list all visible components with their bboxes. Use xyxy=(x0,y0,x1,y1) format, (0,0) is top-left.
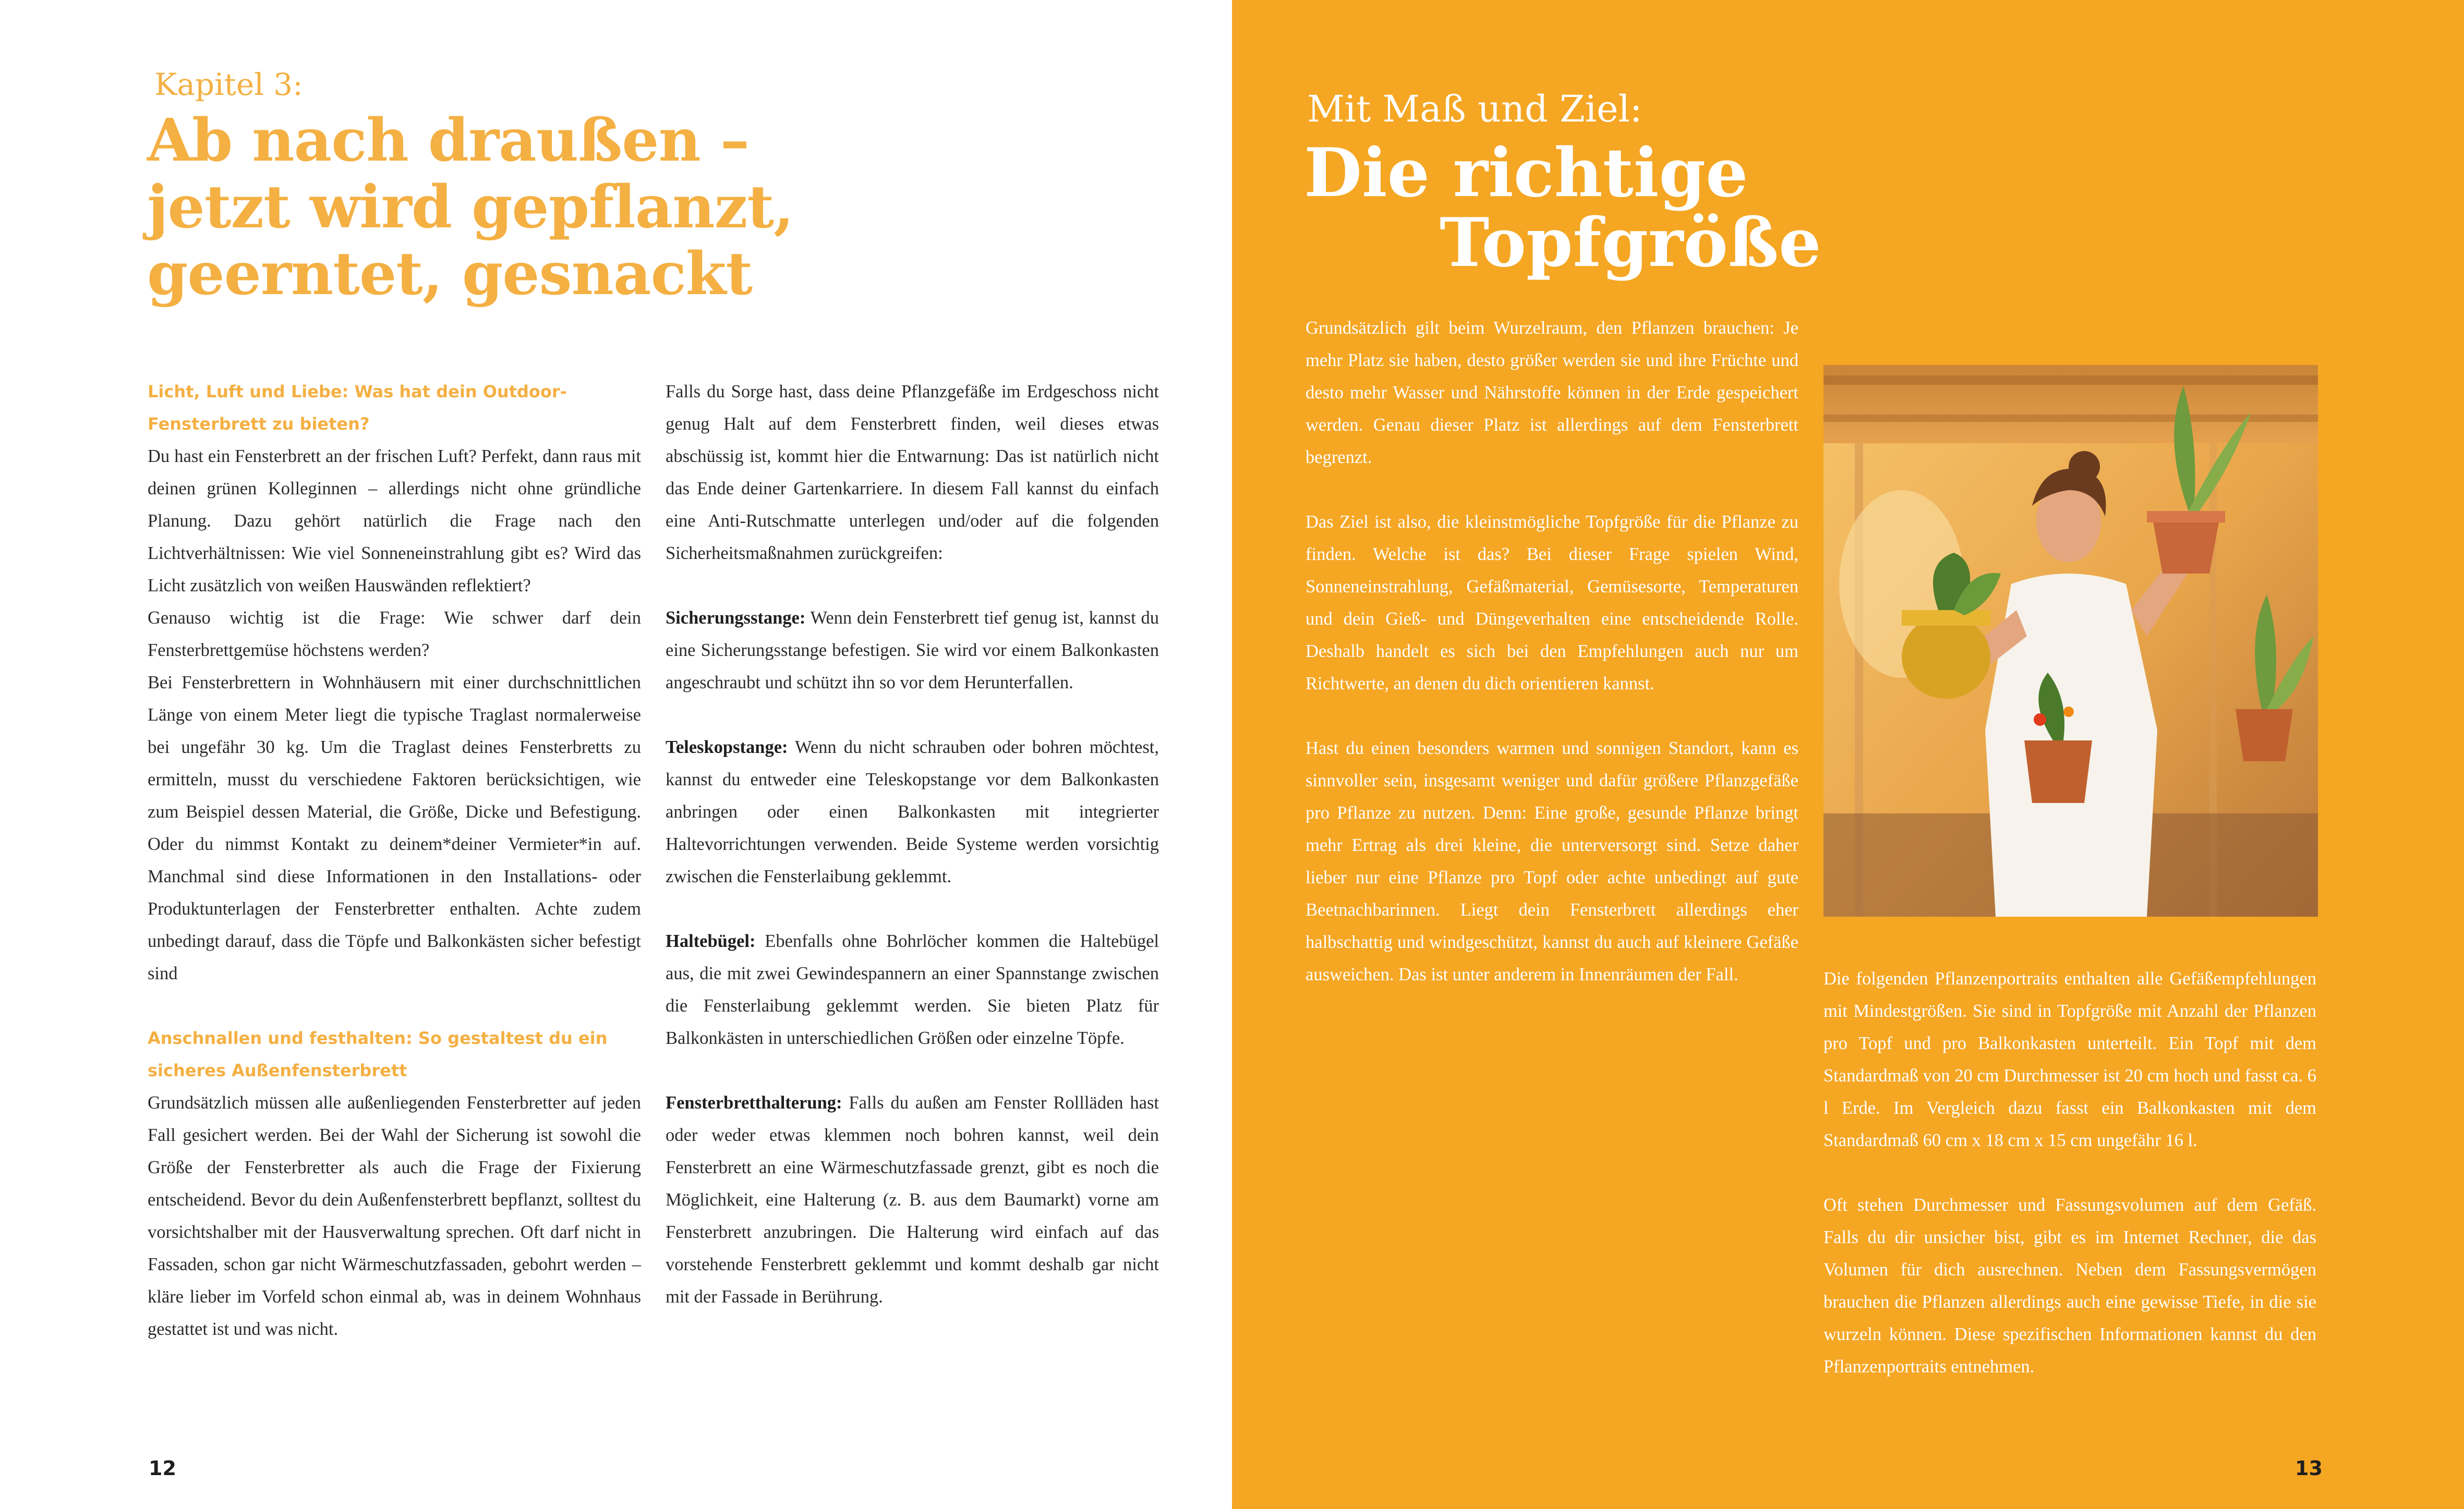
term-label: Fensterbretthalterung: xyxy=(666,1093,842,1113)
page-number-left: 12 xyxy=(149,1457,176,1480)
chapter-title xyxy=(147,107,877,308)
paragraph: Genauso wichtig ist die Frage: Wie schwer darf dein Fensterbrettgemüse höchstens werden? xyxy=(148,608,641,660)
paragraph: Bei Fensterbrettern in Wohnhäusern mit einer durchschnittlichen Länge von einem Meter liegt die typische Traglast normalerweise bei ungefähr 30 kg. Um die Traglast deines Fensterbretts zu ermitteln, musst du verschiedene Faktoren berücksichtigen, wie zum Beispiel dessen Material, die Größe, Dicke und Befestigung. Oder du nimmst Kontakt zu deinem*deiner Vermieter*in auf. Manchmal sind diese Informationen in den Installations- oder Produktunterlagen der Fensterbretter enthalten. Achte zudem unbedingt darauf, dass die Töpfe und Balkonkästen sicher befestigt sind xyxy=(148,673,641,983)
subhead-light-air-love: Licht, Luft und Liebe: Was hat dein Outdoor-Fensterbrett zu bieten? xyxy=(148,382,567,434)
paragraph: Das Ziel ist also, die kleinstmögliche Topfgröße für die Pflanze zu finden. Welche ist das? Bei dieser Frage spielen Wind, Sonneneinstrahlung, Gefäßmaterial, Gemüsesorte, Temperaturen und dein Gieß- und Düngeverhalten eine entscheidende Rolle. Deshalb handelt es sich bei den Empfehlungen auch nur um Richtwerte, an denen du dich orientieren kannst. xyxy=(1306,512,1798,693)
paragraph: Die folgenden Pflanzenportraits enthalten alle Gefäßempfehlungen mit Mindestgrößen. Sie sind in Topfgröße mit Anzahl der Pflanzen pro Topf und pro Balkonkasten unterteilt. Ein Topf mit dem Standardmaß von 20 cm Durchmesser ist 20 cm hoch und fasst ca. 6 l Erde. Im Vergleich dazu fasst ein Balkonkasten mit dem Standardmaß 60 cm x 18 cm x 15 cm ungefähr 16 l. xyxy=(1823,969,2316,1150)
paragraph: Du hast ein Fensterbrett an der frischen Luft? Perfekt, dann raus mit deinen grünen Kolleginnen – allerdings nicht ohne gründliche Planung. Dazu gehört natürlich die Frage nach den Lichtverhältnissen: Wie viel Sonneneinstrahlung gibt es? Wird das Licht zusätzlich von weißen Hauswänden reflektiert? xyxy=(148,446,641,595)
term-paragraph-fensterbretthalterung xyxy=(666,1087,1159,1313)
chapter-title-line-2: jetzt wird gepflanzt, xyxy=(147,173,794,241)
section-title-line-1: Die richtige xyxy=(1304,134,1748,212)
chapter-title-line-1: Ab nach draußen – xyxy=(147,106,749,175)
term-paragraph-sicherungsstange xyxy=(666,602,1159,699)
term-paragraph-teleskopstange xyxy=(666,731,1159,893)
left-column-1 xyxy=(148,375,641,1345)
term-label: Sicherungsstange: xyxy=(666,608,806,628)
right-column-2 xyxy=(1823,963,2316,1383)
term-paragraph-haltebuegel xyxy=(666,925,1159,1054)
chapter-title-line-3: geerntet, gesnackt xyxy=(147,240,753,308)
section-kicker: Mit Maß und Ziel: xyxy=(1307,88,1642,130)
term-label: Teleskopstange: xyxy=(666,737,788,757)
left-column-2 xyxy=(666,375,1159,1313)
right-column-1 xyxy=(1306,312,1798,991)
paragraph: Grundsätzlich gilt beim Wurzelraum, den Pflanzen brauchen: Je mehr Platz sie haben, desto größer werden sie und ihre Früchte und desto mehr Wasser und Nährstoffe können in der Erde gespeichert werden. Genau dieser Platz ist allerdings auf dem Fensterbrett begrenzt. xyxy=(1306,318,1798,467)
paragraph: Grundsätzlich müssen alle außenliegenden Fensterbretter auf jeden Fall gesichert werden. Bei der Wahl der Sicherung ist sowohl die Größe der Fensterbretter als auch die Frage der Fixierung entscheidend. Bevor du dein Außenfensterbrett bepflanzt, solltest du vorsichtshalber mit der Hausverwaltung sprechen. Oft darf nicht in Fassaden, schon gar nicht Wärmeschutzfassaden, gebohrt werden – kläre lieber im Vorfeld schon einmal ab, was in deinem Wohnhaus gestattet ist und was nicht. xyxy=(148,1093,641,1339)
chapter-label: Kapitel 3: xyxy=(154,67,303,102)
photo-illustration xyxy=(1823,365,2318,917)
term-text: Ebenfalls ohne Bohrlöcher kommen die Haltebügel aus, die mit zwei Gewindespannern an einer Spannstange zwischen die Fensterlaibung geklemmt werden. Sie bieten Platz für Balkonkästen in unterschiedlichen Größen oder einzelne Töpfe. xyxy=(666,931,1159,1048)
term-text: Wenn du nicht schrauben oder bohren möchtest, kannst du entweder eine Teleskopstange vor dem Balkonkasten anbringen oder einen Balkonkasten mit integrierter Haltevorrichtungen verwenden. Beide Systeme werden vorsichtig zwischen die Fensterlaibung geklemmt. xyxy=(666,737,1159,886)
page-number-right: 13 xyxy=(2295,1457,2323,1480)
section-title-line-2: Topfgröße xyxy=(1440,204,1821,282)
term-text: Falls du außen am Fenster Rollläden hast oder weder etwas klemmen noch bohren kannst, weil dein Fensterbrett an eine Wärmeschutzfassade grenzt, gibt es noch die Möglichkeit, eine Halterung (z. B. aus dem Baumarkt) vorne am Fensterbrett anzubringen. Die Halterung wird einfach auf das vorstehende Fensterbrett geklemmt und kommt deshalb gar nicht mit der Fassade in Berührung. xyxy=(666,1093,1159,1307)
paragraph: Hast du einen besonders warmen und sonnigen Standort, kann es sinnvoller sein, insgesamt weniger und dafür größere Pflanzgefäße pro Pflanze zu nutzen. Denn: Eine große, gesunde Pflanze bringt mehr Ertrag als drei kleine, die unterversorgt sind. Setze daher lieber nur eine Pflanze pro Topf oder achte unbedingt auf gute Beetnachbarinnen. Liegt dein Fensterbrett allerdings eher halbschattig und windgeschützt, kannst du auch auf kleinere Gefäße ausweichen. Das ist unter anderem in Innenräumen der Fall. xyxy=(1306,738,1798,984)
photo-woman-with-potted-plants xyxy=(1823,365,2318,917)
subhead-secure-sill: Anschnallen und festhalten: So gestaltest du ein sicheres Außenfensterbrett xyxy=(148,1028,608,1080)
paragraph: Oft stehen Durchmesser und Fassungsvolumen auf dem Gefäß. Falls du dir unsicher bist, gibt es im Internet Rechner, die das Volumen für dich ausrechnen. Neben dem Fassungsvermögen brauchen die Pflanzen allerdings auch eine gewisse Tiefe, in die sie wurzeln können. Diese spezifischen Informationen kannst du den Pflanzenportraits entnehmen. xyxy=(1823,1195,2316,1377)
term-text: Wenn dein Fensterbrett tief genug ist, kannst du eine Sicherungsstange befestigen. Sie wird vor einem Balkonkasten angeschraubt und schützt ihn so vor dem Herunterfallen. xyxy=(666,608,1159,692)
paragraph: Falls du Sorge hast, dass deine Pflanzgefäße im Erdgeschoss nicht genug Halt auf dem Fensterbrett finden, weil dieses etwas abschüssig ist, kommt hier die Entwarnung: Das ist natürlich nicht das Ende deiner Gartenkarriere. In diesem Fall kannst du einfach eine Anti-Rutschmatte unterlegen und/oder auf die folgenden Sicherheitsmaßnahmen zurückgreifen: xyxy=(666,382,1159,563)
term-label: Haltebügel: xyxy=(666,931,756,951)
